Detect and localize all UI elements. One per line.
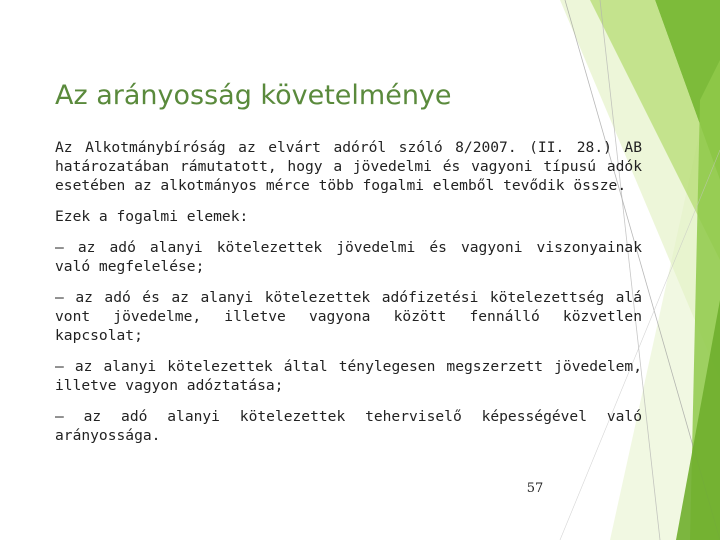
list-item: – az adó és az alanyi kötelezettek adófizetési kötelezettség alá vont jövedelme, illetve vagyona között fennálló közvetlen kapcsolat; [55, 289, 642, 344]
paragraph-elements-heading: Ezek a fogalmi elemek: [55, 208, 249, 225]
list-item: – az adó alanyi kötelezettek teherviselő képességével való arányossága. [55, 408, 642, 444]
list-item: – az adó alanyi kötelezettek jövedelmi és vagyoni viszonyainak való megfelelése; [55, 239, 642, 275]
paragraph-intro: Az Alkotmánybíróság az elvárt adóról szóló 8/2007. (II. 28.) AB határozatában rámutatott, hogy a jövedelmi és vagyoni típusú adók esetében az alkotmányos mérce több fogalmi elemből tevődik össze. [55, 139, 642, 194]
page-number: 57 [526, 481, 544, 496]
slide-body [55, 138, 642, 457]
list-item: – az alanyi kötelezettek által ténylegesen megszerzett jövedelem, illetve vagyon adóztatása; [55, 358, 642, 394]
slide-title: Az arányosság követelménye [55, 80, 452, 111]
